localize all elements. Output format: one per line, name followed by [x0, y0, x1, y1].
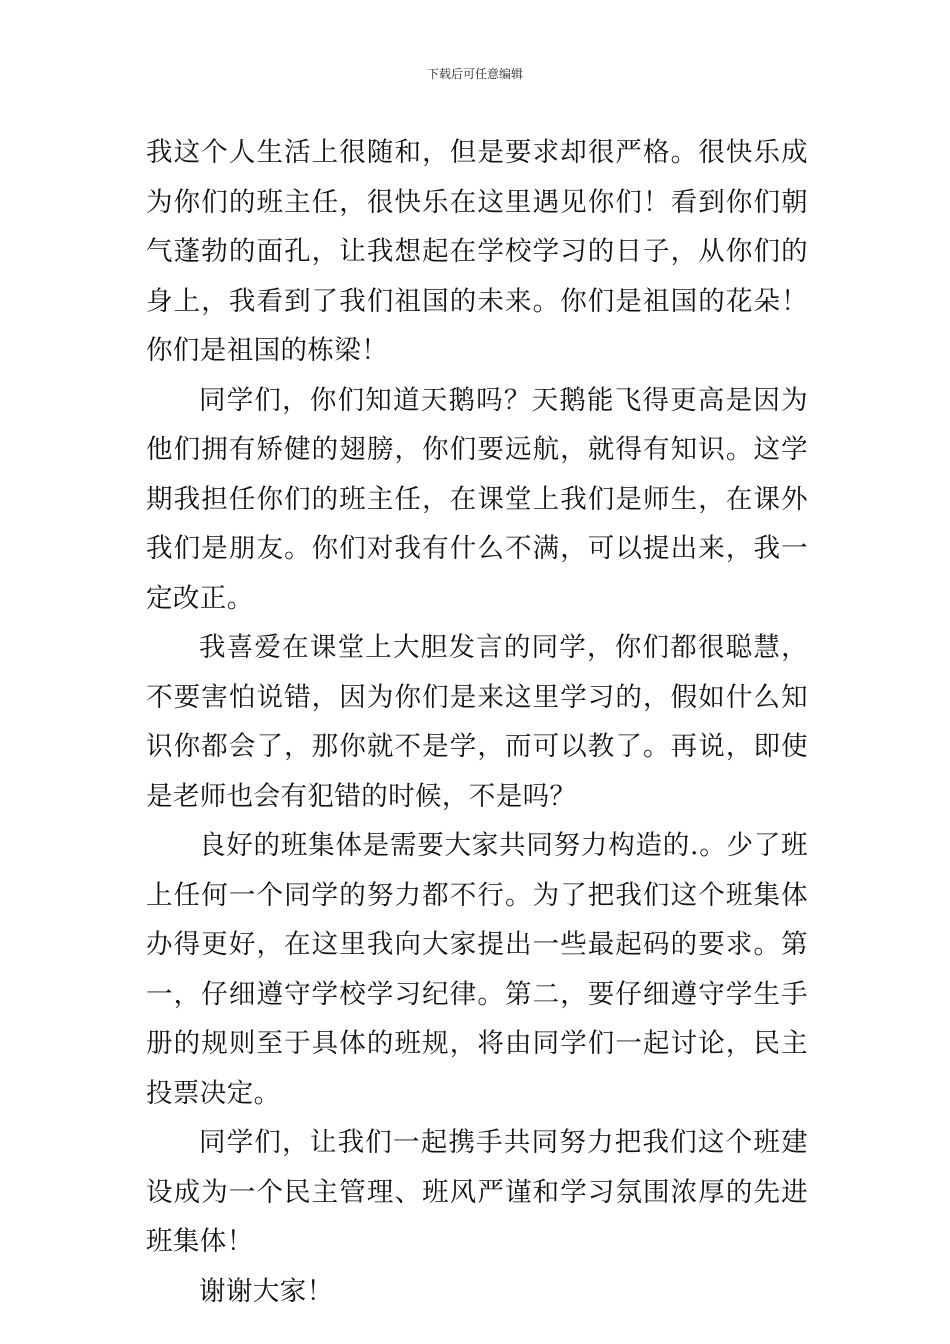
paragraph-class-rules: 良好的班集体是需要大家共同努力构造的.。少了班上任何一个同学的努力都不行。为了把我们这个班集体办得更好，在这里我向大家提出一些最起码的要求。第一，仔细遵守学校学习纪律。第二，要仔细遵守学生手册的规则至于具体的班规，将由同学们一起讨论，民主投票决定。 [146, 830, 808, 1109]
paragraph-thanks: 谢谢大家！ [199, 1275, 334, 1307]
speech-body [146, 128, 808, 1316]
paragraph-speak-up: 我喜爱在课堂上大胆发言的同学，你们都很聪慧，不要害怕说错，因为你们是来这里学习的，假如什么知识你都会了，那你就不是学，而可以教了。再说，即使是老师也会有犯错的时候，不是吗？ [146, 632, 808, 812]
paragraph-intro: 我这个人生活上很随和，但是要求却很严格。很快乐成为你们的班主任，很快乐在这里遇见你们！看到你们朝气蓬勃的面孔，让我想起在学校学习的日子，从你们的身上，我看到了我们祖国的未来。你们是祖国的花朵！你们是祖国的栋梁！ [146, 137, 808, 366]
paragraph-swan: 同学们，你们知道天鹅吗？天鹅能飞得更高是因为他们拥有矫健的翅膀，你们要远航，就得有知识。这学期我担任你们的班主任，在课堂上我们是师生，在课外我们是朋友。你们对我有什么不满，可以提出来，我一定改正。 [146, 384, 808, 614]
page-header: 下载后可任意编辑 [426, 67, 523, 81]
paragraph-closing: 同学们，让我们一起携手共同努力把我们这个班建设成为一个民主管理、班风严谨和学习氛围浓厚的先进班集体！ [146, 1127, 808, 1257]
